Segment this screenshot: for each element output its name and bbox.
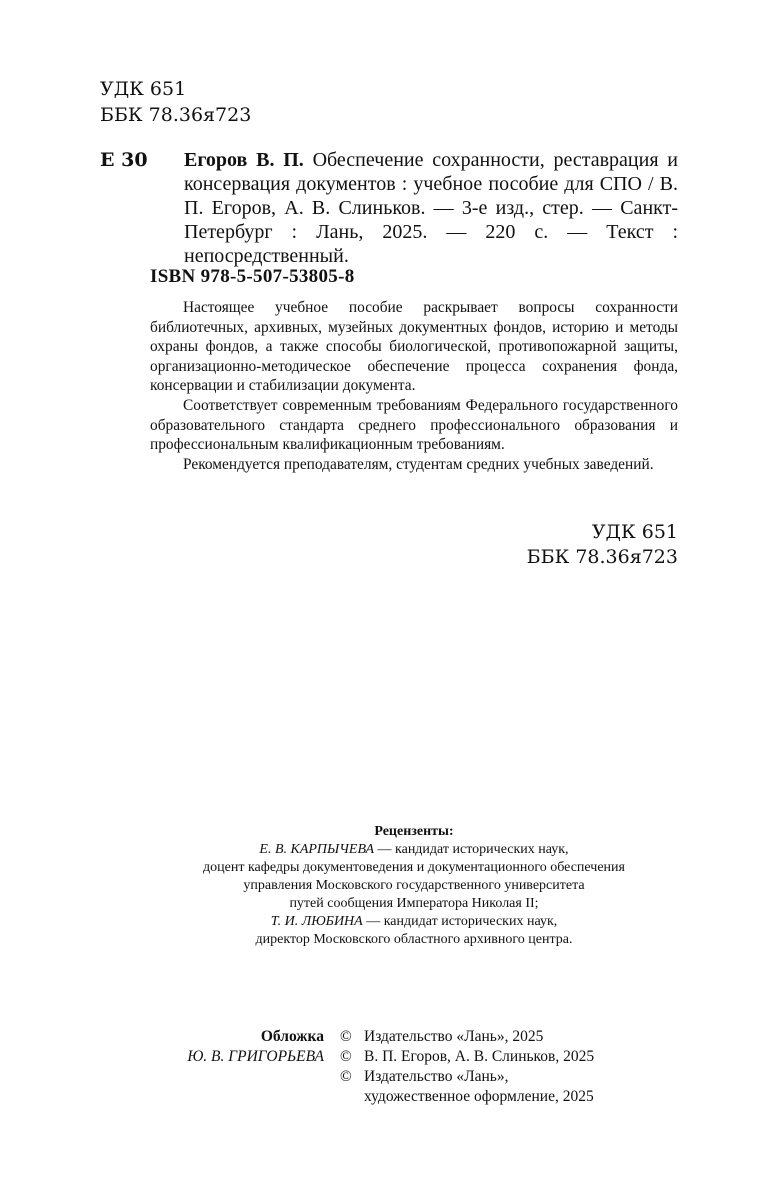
reviewer-name: Е. В. КАРПЫЧЕВА (259, 842, 375, 857)
copyright-line (340, 1047, 680, 1067)
udk-code: УДК 651 (100, 78, 187, 100)
reviewer-1-position: доцент кафедры документоведения и документационного обеспечения (203, 860, 625, 875)
author-sign: Е 30 (100, 149, 148, 171)
bbk-code: ББК 78.36я723 (526, 546, 678, 568)
isbn: ISBN 978-5-507-53805-8 (150, 266, 355, 287)
copyright-icon: © (340, 1048, 352, 1065)
copyright-icon: © (340, 1068, 352, 1085)
bbk-code: ББК 78.36я723 (100, 104, 252, 126)
bibliographic-entry (100, 148, 678, 268)
reviewer-2-position: директор Московского областного архивного центра. (255, 932, 573, 947)
reviewer-1-position: путей сообщения Императора Николая II; (289, 896, 539, 911)
classification-codes-top (100, 76, 251, 128)
classification-codes-bottom (527, 520, 678, 570)
copyright-line (340, 1067, 680, 1107)
cover-credit (187, 1027, 324, 1067)
reviewer-2 (150, 913, 678, 931)
copyright-text-line: Издательство «Лань», (364, 1068, 509, 1085)
copyright-icon: © (340, 1028, 352, 1045)
annotation-paragraph: Настоящее учебное пособие раскрывает вопросы сохранности библиотечных, архивных, музейных документных фондов, историю и методы охраны фондов, а также способы биологической, противопожарной защиты, организационно-методическое обеспечение процесса сохранения фонда, консервации и стабилизации документа. (150, 299, 678, 395)
copyright-text: В. П. Егоров, А. В. Слиньков, 2025 (364, 1048, 595, 1065)
description-text: Обеспечение сохранности, реставрация и консервация документов : учебное пособие для СПО / В. П. Егоров, А. В. Слиньков. — 3-е изд., стер. — Санкт-Петербург : Лань, 2025. — 220 с. — Текст : непосредственный. (184, 149, 679, 267)
annotation-paragraph: Рекомендуется преподавателям, студентам средних учебных заведений. (183, 455, 654, 473)
reviewers-title: Рецензенты: (374, 824, 454, 839)
copyright-text-line: художественное оформление, 2025 (364, 1088, 594, 1105)
copyright-list (340, 1027, 680, 1107)
udk-code: УДК 651 (591, 521, 678, 543)
cover-artist: Ю. В. ГРИГОРЬЕВА (187, 1048, 324, 1065)
copyright-text (364, 1067, 680, 1107)
reviewer-1 (150, 841, 678, 859)
reviewer-degree: — кандидат исторических наук, (362, 914, 558, 929)
bibliographic-description (184, 148, 678, 268)
copyright-line (340, 1027, 680, 1047)
annotation-paragraph: Соответствует современным требованиям Федерального государственного образовательного стандарта среднего профессионального образования и профессиональным квалификационным требованиям. (150, 396, 678, 454)
annotation (150, 298, 678, 474)
reviewer-degree: — кандидат исторических наук, (374, 842, 569, 857)
cover-label: Обложка (260, 1028, 324, 1045)
reviewer-name: Т. И. ЛЮБИНА (270, 914, 363, 929)
reviewer-1-position: управления Московского государственного университета (243, 878, 585, 893)
reviewers-block (150, 823, 678, 949)
copyright-text: Издательство «Лань», 2025 (364, 1028, 544, 1045)
author-name: Егоров В. П. (184, 149, 304, 171)
